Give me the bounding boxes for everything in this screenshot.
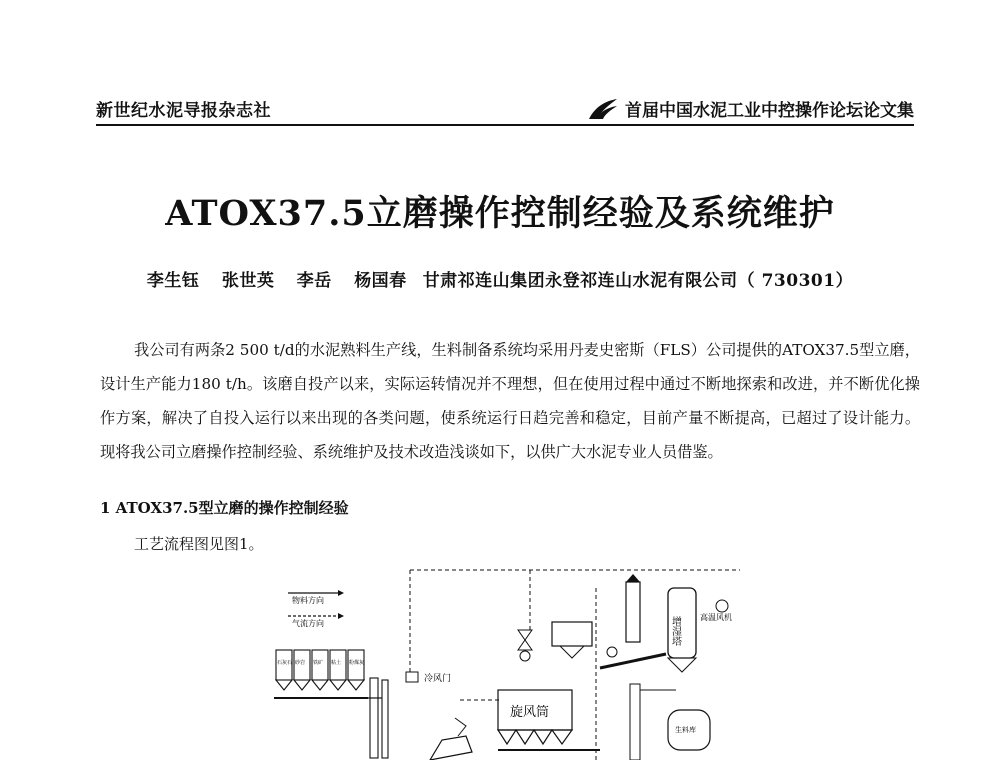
raw-material-bins [276,650,364,690]
raw-meal-silo-label: 生料库 [675,726,696,734]
collection-title-text: 首届中国水泥工业中控操作论坛论文集 [625,101,914,121]
author-4: 杨国春 [354,271,407,291]
header-rule [96,124,914,126]
affiliation: 甘肃祁连山集团永登祁连山水泥有限公司（ 730301） [422,271,854,291]
cyclone-label: 旋风筒 [510,705,550,720]
section-heading: 1 ATOX37.5型立磨的操作控制经验 [100,499,349,517]
humidifier-tower-label: 增湿塔 [669,616,681,646]
cyclone-group [498,690,600,750]
bin-label-2: 砂岩 [295,660,306,666]
author-1: 李生钰 [146,271,200,291]
author-2: 张世英 [221,271,275,291]
collection-title [587,96,914,121]
legend-gas-direction: 气流方向 [292,619,324,628]
article-title: ATOX37.5立磨操作控制经验及系统维护 [165,193,835,234]
page-header [96,96,914,122]
figure-reference: 工艺流程图见图1。 [134,535,264,553]
bin-label-5: 粉煤灰 [349,660,365,666]
bin-label-1: 石灰石 [277,660,293,666]
swoosh-logo-icon [587,97,619,121]
author-3: 李岳 [296,271,332,291]
intro-paragraph: 我公司有两条2 500 t/d的水泥熟料生产线，生料制备系统均采用丹麦史密斯（FLS）公司提供的ATOX37.5型立磨，设计生产能力180 t/h。该磨自投产以来，实际运转情况并不理想，但在使用过程中通过不断地探索和改进，并不断优化操作方案，解决了自投入运行以来出现的各类问题，使系统运行日趋完善和稳定，目前产量不断提高，已超过了设计能力。现将我公司立磨操作控制经验、系统维护及技术改造浅谈如下，以供广大水泥专业人员借鉴。 [100,341,920,461]
publisher-name: 新世纪水泥导报杂志社 [96,101,271,121]
author-line [0,266,1000,291]
bin-label-3: 铁矿 [313,660,324,666]
legend-material-direction: 物料方向 [292,596,324,605]
cold-air-door-label: 冷风门 [424,674,452,684]
bin-label-4: 粘土 [331,660,342,666]
high-temp-fan-label: 高温风机 [700,613,732,622]
process-flow-figure [270,560,750,760]
